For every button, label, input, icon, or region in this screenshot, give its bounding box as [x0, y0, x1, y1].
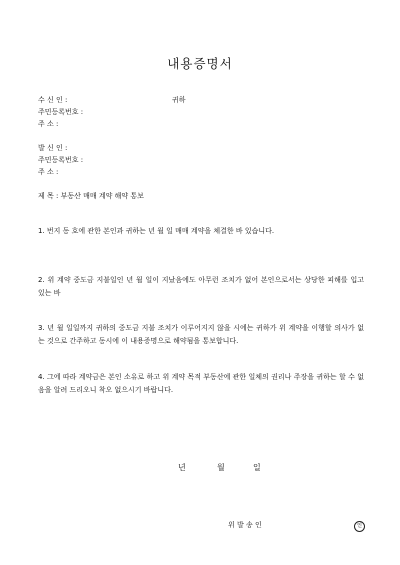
date-year: 년 — [178, 463, 186, 472]
paragraph-3: 3. 년 월 일일까지 귀하의 중도금 지불 조치가 이루어지지 않을 시에는 귀하가 위 계약을 이행할 의사가 없는 것으로 간주하고 동시에 이 내용증명으로 해약됨을 통보합니다. — [38, 324, 364, 345]
paragraph-2: 2. 위 계약 중도금 지불일인 년 월 일이 지났음에도 아무런 조치가 없어 본인으로서는 상당한 피해를 입고 있는 바 — [38, 276, 364, 297]
sender-id-label: 주민등록번호 : — [38, 156, 84, 164]
recipient-id-label: 주민등록번호 : — [38, 108, 84, 116]
paragraph-1: 1. 번지 동 호에 관한 본인과 귀하는 년 월 일 매매 계약을 체결한 바 있습니다. — [38, 227, 275, 235]
date-month: 월 — [217, 463, 225, 472]
subject-row — [38, 192, 144, 201]
seal-icon: 인 — [354, 521, 365, 532]
recipient-address-label: 주 소 : — [38, 120, 59, 128]
sender-address-label: 주 소 : — [38, 168, 59, 176]
recipient-honorific: 귀하 — [172, 96, 186, 104]
date-day: 일 — [253, 463, 261, 472]
sender-name-label: 발 신 인 : — [38, 144, 68, 152]
paragraph-4: 4. 그에 따라 계약금은 본인 소유로 하고 위 계약 목적 부동산에 관한 일체의 권리나 주장을 귀하는 할 수 없음을 알려 드리오니 착오 없으시기 바랍니다. — [38, 373, 364, 394]
document-title: 내용증명서 — [167, 56, 233, 71]
subject-label: 제 목 : — [38, 192, 59, 200]
recipient-name-row — [38, 96, 90, 105]
signer-label: 위 발 송 인 — [228, 521, 262, 529]
recipient-name-label: 수 신 인 : — [38, 96, 68, 104]
subject-value: 부동산 매매 계약 해약 통보 — [60, 192, 144, 200]
